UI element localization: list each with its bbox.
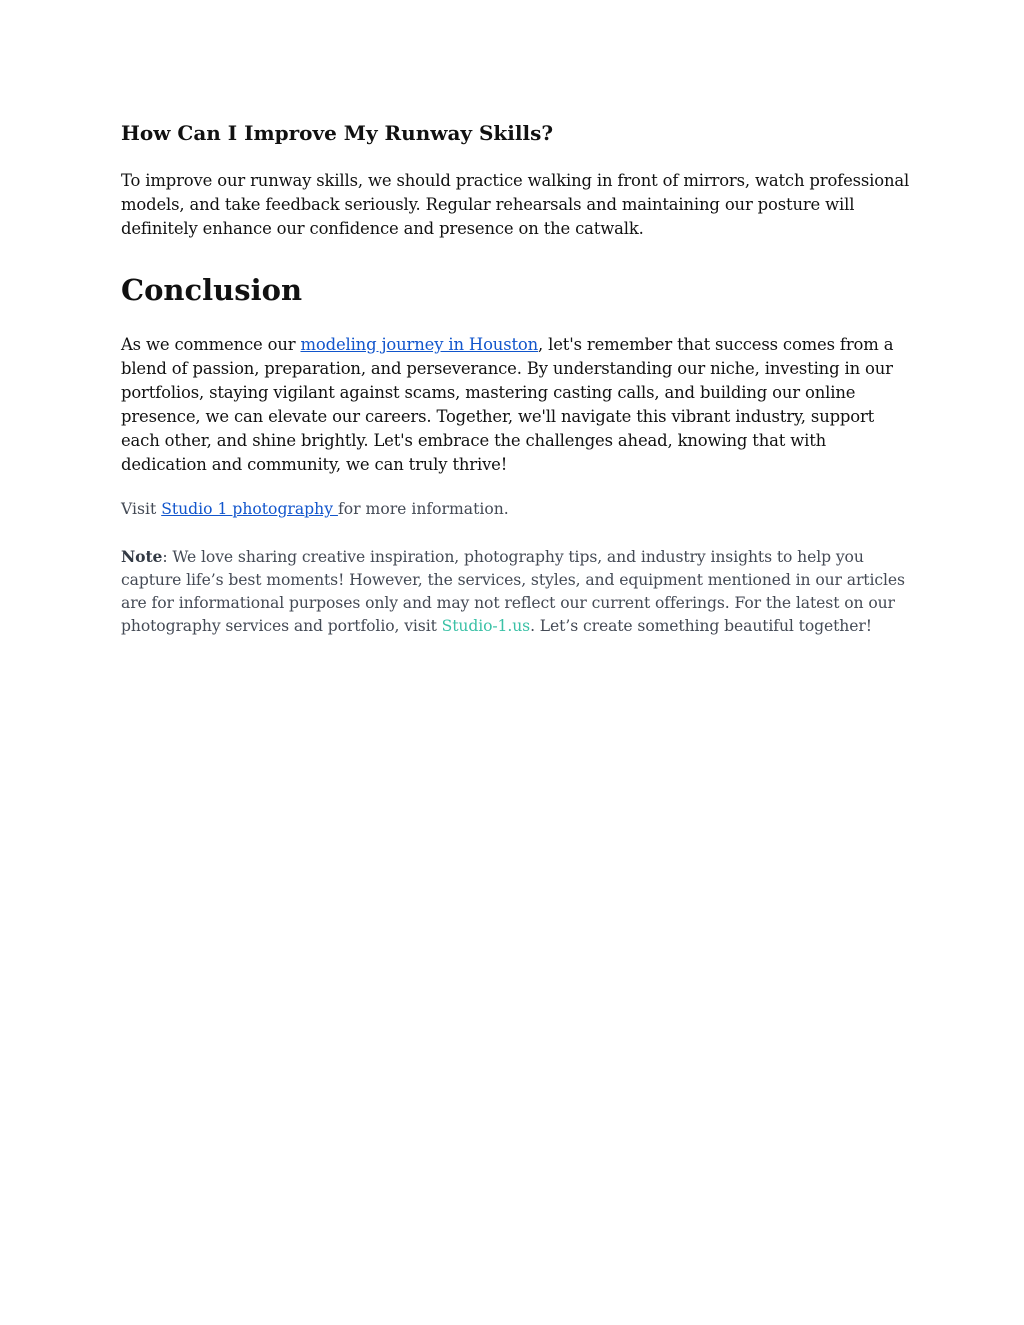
note-label: Note xyxy=(121,547,163,566)
conclusion-text-start: As we commence our xyxy=(121,335,301,354)
note-paragraph xyxy=(121,545,911,638)
document-page xyxy=(121,118,911,638)
note-text-end: . Let’s create something beautiful together! xyxy=(530,617,872,635)
visit-prefix: Visit xyxy=(121,500,162,518)
section-heading: How Can I Improve My Runway Skills? xyxy=(121,121,554,145)
visit-line xyxy=(121,497,911,521)
conclusion-paragraph xyxy=(121,333,911,477)
conclusion-heading: Conclusion xyxy=(121,273,303,307)
studio-1-us-link[interactable]: Studio-1.us xyxy=(441,617,531,635)
note-text-start: : We love sharing creative inspiration, photography tips, and industry insights to help you capture life’s best moments! However, the services, styles, and equipment mentioned in our articles are for informational purposes only and may not reflect our current offerings. For the latest on our photography services and portfolio, visit xyxy=(121,548,905,635)
visit-suffix: for more information. xyxy=(337,500,509,518)
studio-photography-link[interactable]: Studio 1 photography xyxy=(161,500,338,518)
modeling-journey-link[interactable]: modeling journey in Houston xyxy=(300,335,539,354)
runway-skills-paragraph: To improve our runway skills, we should practice walking in front of mirrors, watch professional models, and take feedback seriously. Regular rehearsals and maintaining our posture will definitely enhance our confidence and presence on the catwalk. xyxy=(121,171,910,238)
conclusion-text-end: , let's remember that success comes from a blend of passion, preparation, and perseverance. By understanding our niche, investing in our portfolios, staying vigilant against scams, mastering casting calls, and building our online presence, we can elevate our careers. Together, we'll navigate this vibrant industry, support each other, and shine brightly. Let's embrace the challenges ahead, knowing that with dedication and community, we can truly thrive! xyxy=(121,335,894,474)
